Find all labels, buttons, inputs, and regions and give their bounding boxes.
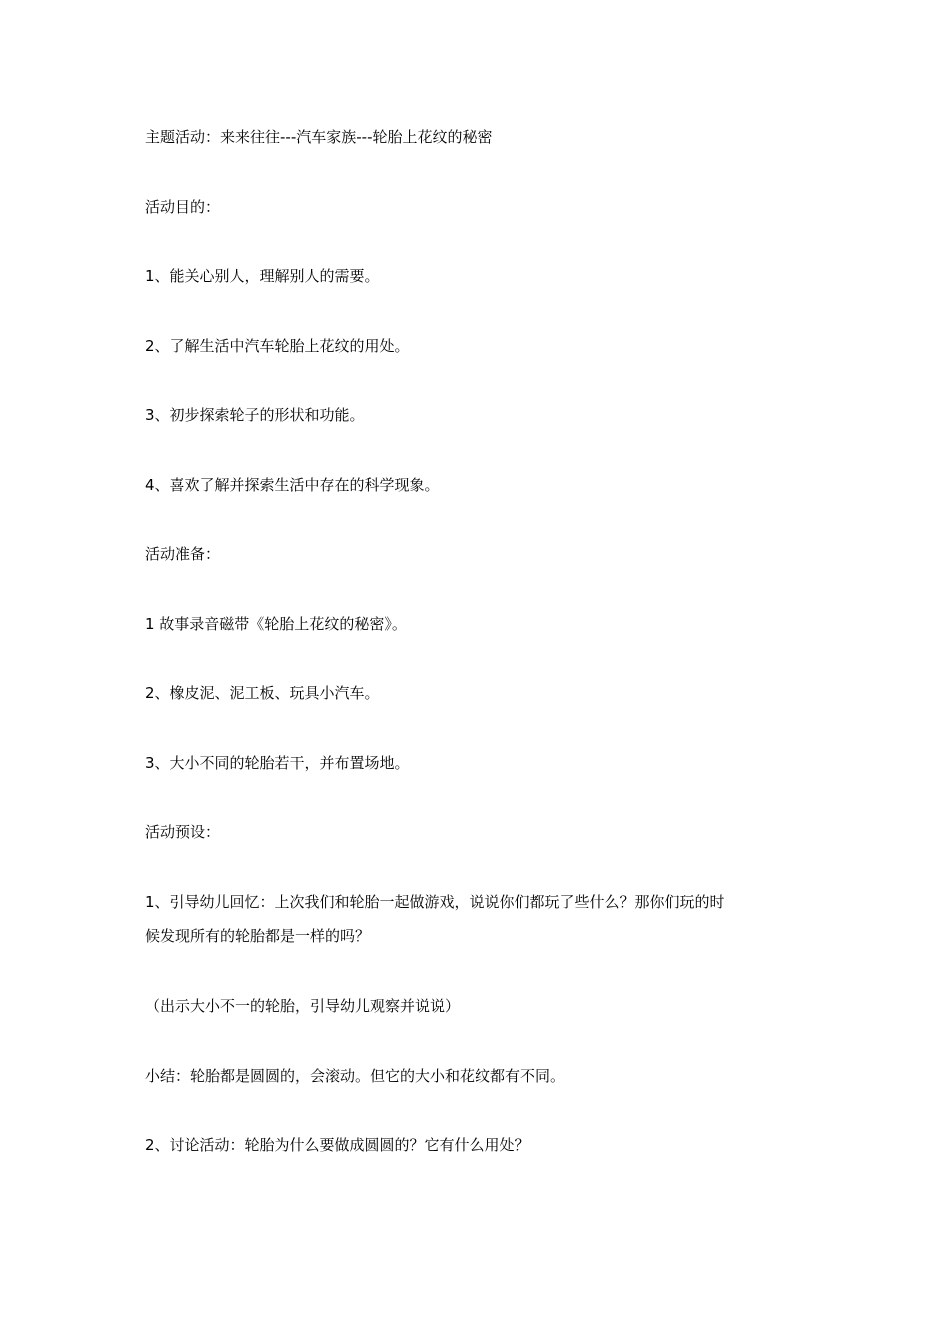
prep-heading: 活动准备：: [145, 545, 221, 563]
prep-item: 1 故事录音磁带《轮胎上花纹的秘密》。: [145, 615, 407, 633]
process-heading: 活动预设：: [145, 823, 221, 841]
process-step-1-line-1: 1、引导幼儿回忆：上次我们和轮胎一起做游戏，说说你们都玩了些什么？那你们玩的时: [145, 893, 725, 911]
goal-item: 3、初步探索轮子的形状和功能。: [145, 406, 365, 424]
process-note: （出示大小不一的轮胎，引导幼儿观察并说说）: [145, 997, 461, 1015]
goal-heading: 活动目的：: [145, 198, 221, 216]
prep-item: 2、橡皮泥、泥工板、玩具小汽车。: [145, 684, 380, 702]
prep-item: 3、大小不同的轮胎若干，并布置场地。: [145, 754, 410, 772]
goal-item: 2、了解生活中汽车轮胎上花纹的用处。: [145, 337, 410, 355]
process-summary: 小结：轮胎都是圆圆的，会滚动。但它的大小和花纹都有不同。: [145, 1067, 566, 1085]
document-title: 主题活动：来来往往---汽车家族---轮胎上花纹的秘密: [145, 128, 493, 146]
process-step-1-line-2: 候发现所有的轮胎都是一样的吗？: [145, 927, 371, 945]
process-step-2: 2、讨论活动：轮胎为什么要做成圆圆的？它有什么用处？: [145, 1136, 530, 1154]
goal-item: 4、喜欢了解并探索生活中存在的科学现象。: [145, 476, 440, 494]
goal-item: 1、能关心别人，理解别人的需要。: [145, 267, 380, 285]
